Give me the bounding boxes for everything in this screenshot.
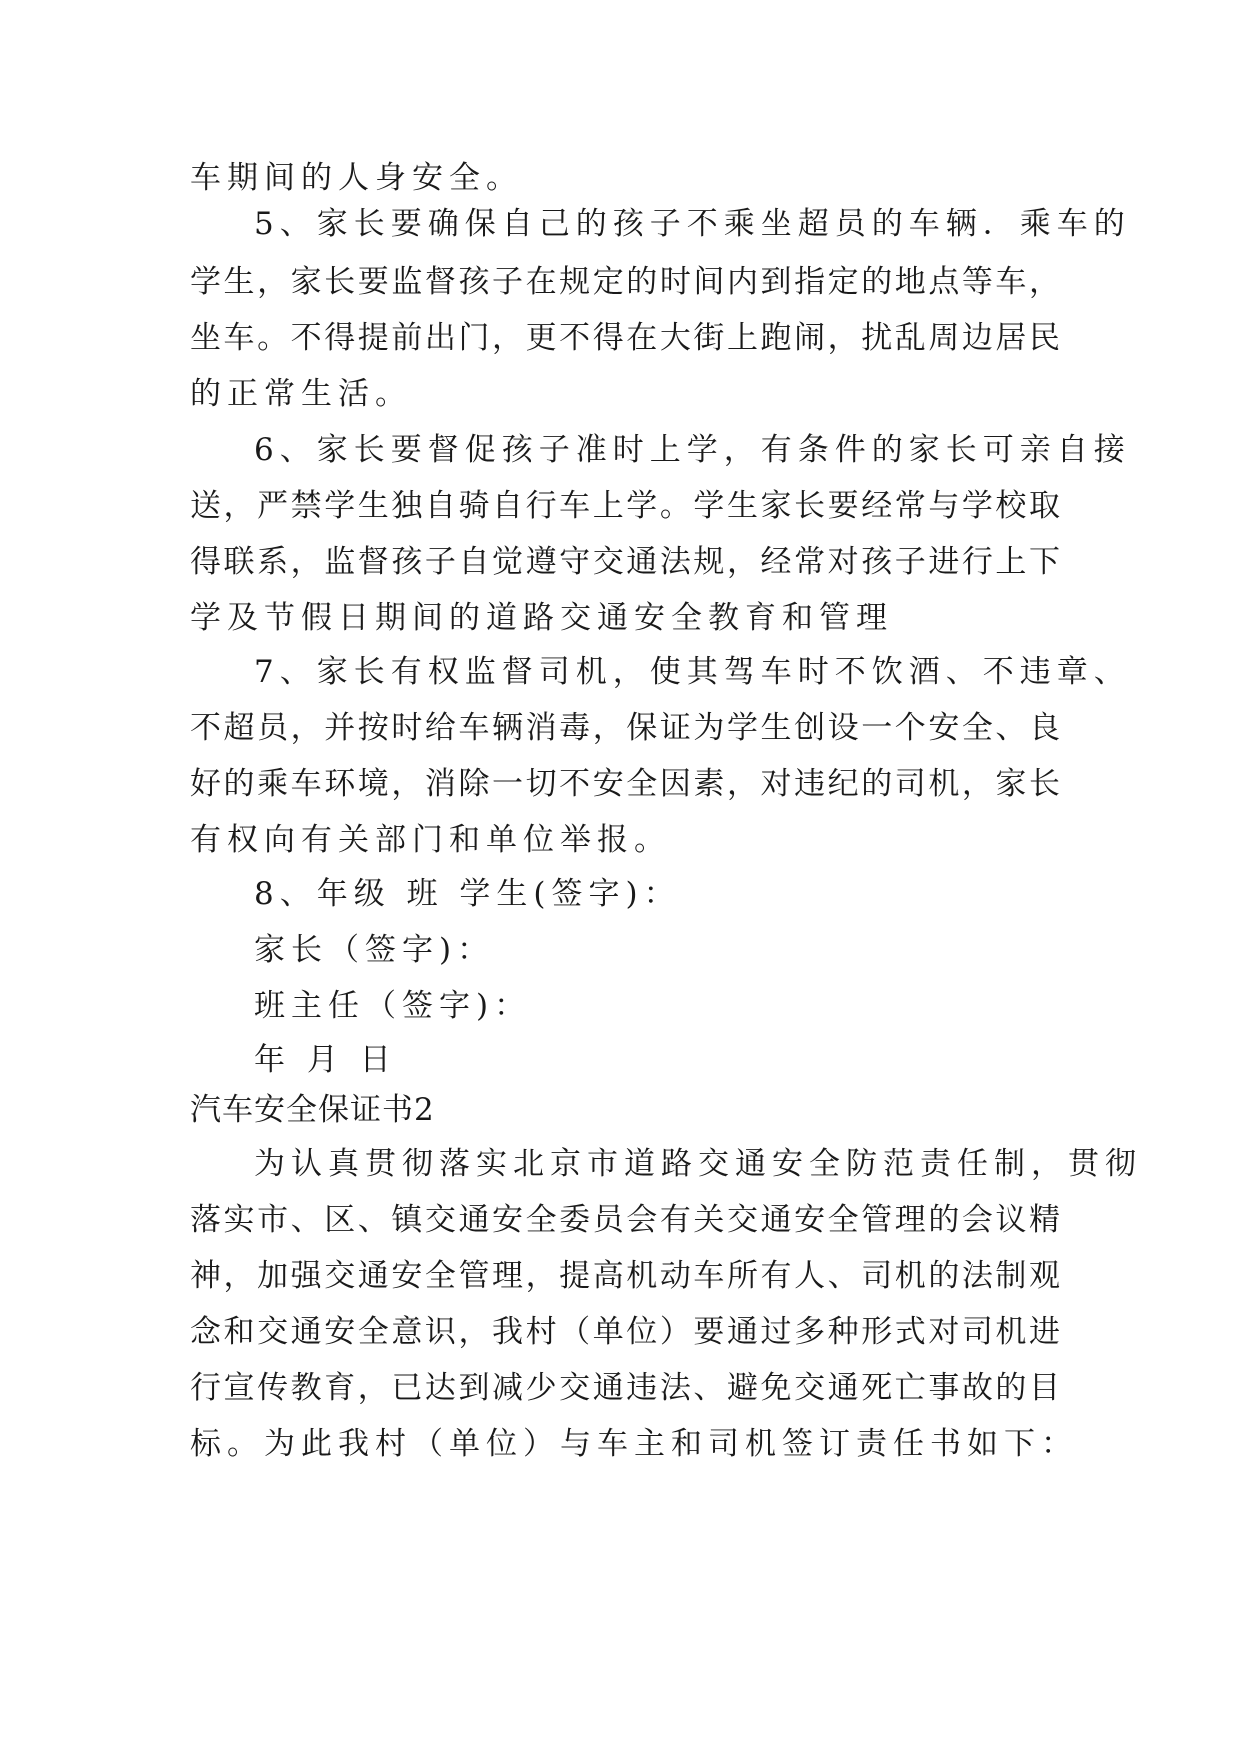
- text-line-24: 标。为此我村（单位）与车主和司机签订责任书如下：: [190, 1426, 1078, 1462]
- text-line-12: 好的乘车环境，消除一切不安全因素，对违纪的司机，家长: [190, 766, 1060, 802]
- text-line-10: 7、家长有权监督司机，使其驾车时不饮酒、不违章、: [254, 654, 1131, 690]
- text-line-11: 不超员，并按时给车辆消毒，保证为学生创设一个安全、良: [190, 710, 1060, 746]
- text-line-8: 得联系，监督孩子自觉遵守交通法规，经常对孩子进行上下: [190, 544, 1060, 580]
- text-line-2: 5、家长要确保自己的孩子不乘坐超员的车辆．乘车的: [254, 206, 1131, 242]
- text-line-20: 落实市、区、镇交通安全委员会有关交通安全管理的会议精: [190, 1202, 1060, 1238]
- text-line-3: 学生，家长要监督孩子在规定的时间内到指定的地点等车，: [190, 264, 1060, 300]
- text-line-19: 为认真贯彻落实北京市道路交通安全防范责任制，贯彻: [254, 1146, 1142, 1182]
- signature-line-teacher: 班主任（签字)：: [254, 988, 532, 1024]
- signature-line-date: 年 月 日: [254, 1042, 397, 1078]
- text-line-1: 车期间的人身安全。: [190, 160, 523, 196]
- text-line-6: 6、家长要督促孩子准时上学，有条件的家长可亲自接: [254, 432, 1131, 468]
- signature-line-class: 8、年级 班 学生(签字)：: [254, 876, 681, 912]
- text-line-5: 的正常生活。: [190, 376, 412, 412]
- text-line-4: 坐车。不得提前出门，更不得在大街上跑闹，扰乱周边居民: [190, 320, 1060, 356]
- section-title: 汽车安全保证书2: [190, 1092, 435, 1128]
- text-line-7: 送，严禁学生独自骑自行车上学。学生家长要经常与学校取: [190, 488, 1060, 524]
- signature-line-parent: 家长（签字)：: [254, 932, 495, 968]
- text-line-13: 有权向有关部门和单位举报。: [190, 822, 671, 858]
- text-line-9: 学及节假日期间的道路交通安全教育和管理: [190, 600, 893, 636]
- text-line-23: 行宣传教育，已达到减少交通违法、避免交通死亡事故的目: [190, 1370, 1060, 1406]
- text-line-21: 神，加强交通安全管理，提高机动车所有人、司机的法制观: [190, 1258, 1060, 1294]
- text-line-22: 念和交通安全意识，我村（单位）要通过多种形式对司机进: [190, 1314, 1060, 1350]
